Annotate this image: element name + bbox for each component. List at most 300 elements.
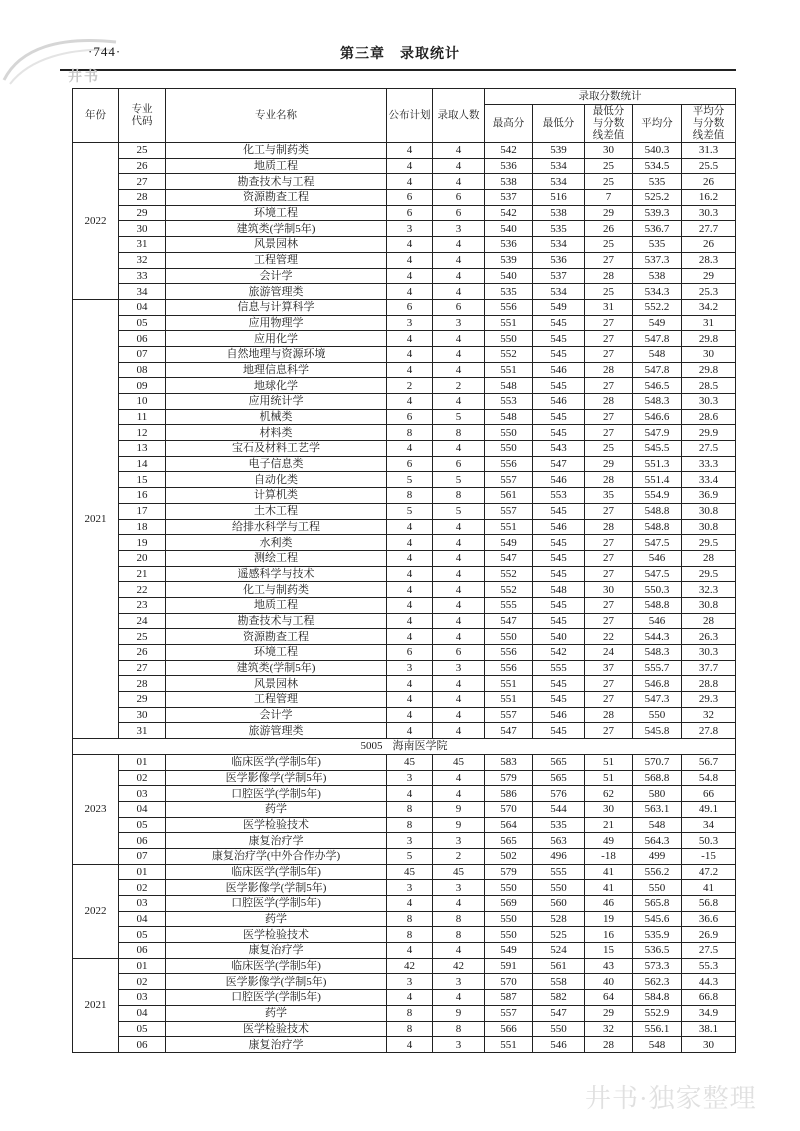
avg-score-cell: 547.9 (633, 425, 682, 441)
table-row (73, 346, 736, 362)
min-score-cell: 550 (533, 880, 585, 896)
avg-diff-cell: 29.5 (682, 535, 736, 551)
avg-score-cell: 584.8 (633, 990, 682, 1006)
major-name-cell: 医学影像学(学制5年) (166, 974, 387, 990)
min-score-cell: 546 (533, 394, 585, 410)
min-score-cell: 546 (533, 519, 585, 535)
table-row (73, 613, 736, 629)
avg-diff-cell: 38.1 (682, 1021, 736, 1037)
avg-score-cell: 535 (633, 237, 682, 253)
max-score-cell: 550 (485, 927, 533, 943)
max-score-cell: 591 (485, 958, 533, 974)
admitted-cell: 4 (433, 535, 485, 551)
min-score-cell: 546 (533, 1037, 585, 1053)
code-cell: 12 (119, 425, 166, 441)
major-name-cell: 地质工程 (166, 597, 387, 613)
min-diff-cell: 27 (585, 315, 633, 331)
institution-cell (73, 739, 736, 755)
code-cell: 05 (119, 927, 166, 943)
avg-score-cell: 551.3 (633, 456, 682, 472)
admitted-cell: 4 (433, 896, 485, 912)
max-score-cell: 552 (485, 582, 533, 598)
min-score-cell: 528 (533, 911, 585, 927)
min-score-cell: 540 (533, 629, 585, 645)
major-name-cell: 会计学 (166, 268, 387, 284)
code-cell: 28 (119, 190, 166, 206)
min-diff-cell: 27 (585, 378, 633, 394)
min-score-cell: 534 (533, 284, 585, 300)
max-score-cell: 550 (485, 911, 533, 927)
avg-diff-cell: 33.3 (682, 456, 736, 472)
code-cell: 04 (119, 911, 166, 927)
avg-score-cell: 535.9 (633, 927, 682, 943)
min-diff-cell: 30 (585, 143, 633, 159)
avg-score-cell: 535 (633, 174, 682, 190)
major-name-cell: 化工与制药类 (166, 582, 387, 598)
max-score-cell: 550 (485, 441, 533, 457)
min-score-cell: 545 (533, 550, 585, 566)
min-diff-cell: 29 (585, 205, 633, 221)
avg-score-cell: 547.3 (633, 692, 682, 708)
avg-score-cell: 564.3 (633, 833, 682, 849)
major-name-cell: 遥感科学与技术 (166, 566, 387, 582)
avg-diff-cell: 27.8 (682, 723, 736, 739)
min-diff-cell: 21 (585, 817, 633, 833)
avg-score-cell: 550.3 (633, 582, 682, 598)
avg-diff-cell: 47.2 (682, 864, 736, 880)
avg-diff-cell: 33.4 (682, 472, 736, 488)
max-score-cell: 566 (485, 1021, 533, 1037)
plan-cell: 8 (387, 927, 433, 943)
plan-cell: 45 (387, 864, 433, 880)
max-score-cell: 540 (485, 268, 533, 284)
min-score-cell: 545 (533, 346, 585, 362)
table-row (73, 1005, 736, 1021)
code-cell: 13 (119, 441, 166, 457)
min-diff-cell: 27 (585, 331, 633, 347)
max-score-cell: 557 (485, 472, 533, 488)
plan-cell: 3 (387, 221, 433, 237)
max-score-cell: 551 (485, 1037, 533, 1053)
plan-cell: 4 (387, 362, 433, 378)
major-name-cell: 药学 (166, 911, 387, 927)
admitted-cell: 4 (433, 566, 485, 582)
table-row (73, 237, 736, 253)
avg-diff-cell: 29.5 (682, 566, 736, 582)
avg-diff-cell: -15 (682, 848, 736, 864)
plan-cell: 8 (387, 488, 433, 504)
plan-cell: 6 (387, 409, 433, 425)
min-score-cell: 545 (533, 676, 585, 692)
header-avg-diff: 平均分 与分数 线差值 (682, 105, 736, 143)
min-score-cell: 547 (533, 456, 585, 472)
avg-diff-cell: 28.3 (682, 252, 736, 268)
avg-diff-cell: 16.2 (682, 190, 736, 206)
plan-cell: 8 (387, 1021, 433, 1037)
avg-score-cell: 556.2 (633, 864, 682, 880)
major-name-cell: 自然地理与资源环境 (166, 346, 387, 362)
table-row (73, 833, 736, 849)
major-name-cell: 信息与计算科学 (166, 299, 387, 315)
avg-score-cell: 548.8 (633, 519, 682, 535)
header-code: 专业 代码 (119, 89, 166, 143)
table-row (73, 707, 736, 723)
avg-score-cell: 556.1 (633, 1021, 682, 1037)
avg-diff-cell: 56.7 (682, 754, 736, 770)
avg-score-cell: 568.8 (633, 770, 682, 786)
min-score-cell: 535 (533, 817, 585, 833)
plan-cell: 4 (387, 943, 433, 959)
institution-code: 5005 (360, 740, 383, 753)
year-cell: 2021 (73, 958, 119, 1052)
admitted-cell: 4 (433, 990, 485, 1006)
min-diff-cell: 28 (585, 362, 633, 378)
max-score-cell: 557 (485, 707, 533, 723)
min-diff-cell: 7 (585, 190, 633, 206)
code-cell: 16 (119, 488, 166, 504)
avg-score-cell: 525.2 (633, 190, 682, 206)
table-row (73, 566, 736, 582)
min-diff-cell: 27 (585, 346, 633, 362)
table-header (73, 89, 736, 143)
code-cell: 04 (119, 801, 166, 817)
avg-score-cell: 539.3 (633, 205, 682, 221)
avg-score-cell: 536.5 (633, 943, 682, 959)
min-score-cell: 534 (533, 237, 585, 253)
max-score-cell: 570 (485, 974, 533, 990)
max-score-cell: 550 (485, 331, 533, 347)
avg-diff-cell: 27.5 (682, 441, 736, 457)
major-name-cell: 旅游管理类 (166, 284, 387, 300)
min-diff-cell: 51 (585, 754, 633, 770)
min-score-cell: 563 (533, 833, 585, 849)
avg-diff-cell: 26 (682, 237, 736, 253)
table-row (73, 817, 736, 833)
table-row (73, 331, 736, 347)
avg-diff-cell: 25.3 (682, 284, 736, 300)
min-score-cell: 538 (533, 205, 585, 221)
plan-cell: 4 (387, 707, 433, 723)
table-row (73, 519, 736, 535)
min-score-cell: 545 (533, 723, 585, 739)
avg-diff-cell: 36.9 (682, 488, 736, 504)
table-row (73, 205, 736, 221)
min-diff-cell: 35 (585, 488, 633, 504)
code-cell: 05 (119, 817, 166, 833)
major-name-cell: 给排水科学与工程 (166, 519, 387, 535)
table-row (73, 425, 736, 441)
min-diff-cell: 46 (585, 896, 633, 912)
code-cell: 31 (119, 237, 166, 253)
code-cell: 23 (119, 597, 166, 613)
avg-diff-cell: 41 (682, 880, 736, 896)
admitted-cell: 4 (433, 550, 485, 566)
major-name-cell: 环境工程 (166, 645, 387, 661)
max-score-cell: 551 (485, 519, 533, 535)
plan-cell: 5 (387, 503, 433, 519)
avg-score-cell: 546.6 (633, 409, 682, 425)
admitted-cell: 8 (433, 1021, 485, 1037)
min-diff-cell: 62 (585, 786, 633, 802)
min-diff-cell: 29 (585, 1005, 633, 1021)
min-diff-cell: 41 (585, 864, 633, 880)
page-number: ·744· (88, 44, 122, 59)
code-cell: 25 (119, 629, 166, 645)
min-diff-cell: 27 (585, 597, 633, 613)
plan-cell: 2 (387, 378, 433, 394)
avg-diff-cell: 25.5 (682, 158, 736, 174)
avg-diff-cell: 34 (682, 817, 736, 833)
plan-cell: 4 (387, 786, 433, 802)
min-diff-cell: 28 (585, 1037, 633, 1053)
avg-score-cell: 548.8 (633, 597, 682, 613)
min-diff-cell: 27 (585, 550, 633, 566)
code-cell: 29 (119, 692, 166, 708)
min-score-cell: 576 (533, 786, 585, 802)
min-diff-cell: 43 (585, 958, 633, 974)
min-score-cell: 545 (533, 425, 585, 441)
avg-score-cell: 580 (633, 786, 682, 802)
admitted-cell: 3 (433, 1037, 485, 1053)
avg-diff-cell: 32.3 (682, 582, 736, 598)
code-cell: 27 (119, 174, 166, 190)
table-row (73, 441, 736, 457)
table-row (73, 801, 736, 817)
plan-cell: 5 (387, 472, 433, 488)
major-name-cell: 医学检验技术 (166, 927, 387, 943)
avg-score-cell: 573.3 (633, 958, 682, 974)
major-name-cell: 临床医学(学制5年) (166, 958, 387, 974)
header-min-diff: 最低分 与分数 线差值 (585, 105, 633, 143)
admitted-cell: 3 (433, 315, 485, 331)
max-score-cell: 550 (485, 629, 533, 645)
plan-cell: 4 (387, 990, 433, 1006)
admitted-cell: 4 (433, 692, 485, 708)
admitted-cell: 8 (433, 927, 485, 943)
major-name-cell: 地理信息科学 (166, 362, 387, 378)
avg-score-cell: 546 (633, 613, 682, 629)
min-diff-cell: 22 (585, 629, 633, 645)
code-cell: 28 (119, 676, 166, 692)
code-cell: 07 (119, 346, 166, 362)
avg-score-cell: 551.4 (633, 472, 682, 488)
avg-diff-cell: 54.8 (682, 770, 736, 786)
header-rule (60, 69, 736, 71)
major-name-cell: 应用化学 (166, 331, 387, 347)
max-score-cell: 579 (485, 770, 533, 786)
max-score-cell: 551 (485, 676, 533, 692)
plan-cell: 4 (387, 582, 433, 598)
min-score-cell: 536 (533, 252, 585, 268)
admitted-cell: 4 (433, 676, 485, 692)
max-score-cell: 587 (485, 990, 533, 1006)
header-max-score: 最高分 (485, 105, 533, 143)
plan-cell: 4 (387, 237, 433, 253)
year-cell: 2021 (73, 299, 119, 738)
avg-diff-cell: 29.3 (682, 692, 736, 708)
plan-cell: 8 (387, 817, 433, 833)
min-diff-cell: 25 (585, 284, 633, 300)
max-score-cell: 540 (485, 221, 533, 237)
admitted-cell: 45 (433, 754, 485, 770)
min-score-cell: 537 (533, 268, 585, 284)
min-diff-cell: 15 (585, 943, 633, 959)
year-cell: 2023 (73, 754, 119, 864)
avg-diff-cell: 30 (682, 1037, 736, 1053)
code-cell: 17 (119, 503, 166, 519)
code-cell: 33 (119, 268, 166, 284)
max-score-cell: 550 (485, 425, 533, 441)
header-year: 年份 (73, 89, 119, 143)
min-diff-cell: 28 (585, 472, 633, 488)
plan-cell: 4 (387, 896, 433, 912)
table-row (73, 754, 736, 770)
min-score-cell: 546 (533, 362, 585, 378)
table-row (73, 880, 736, 896)
admitted-cell: 8 (433, 911, 485, 927)
plan-cell: 8 (387, 425, 433, 441)
avg-score-cell: 547.5 (633, 566, 682, 582)
code-cell: 06 (119, 833, 166, 849)
avg-score-cell: 548 (633, 1037, 682, 1053)
plan-cell: 3 (387, 770, 433, 786)
avg-score-cell: 548.3 (633, 394, 682, 410)
major-name-cell: 药学 (166, 1005, 387, 1021)
admitted-cell: 4 (433, 943, 485, 959)
admitted-cell: 3 (433, 833, 485, 849)
admitted-cell: 8 (433, 488, 485, 504)
table-row (73, 723, 736, 739)
major-name-cell: 康复治疗学(中外合作办学) (166, 848, 387, 864)
plan-cell: 4 (387, 597, 433, 613)
plan-cell: 4 (387, 252, 433, 268)
code-cell: 06 (119, 331, 166, 347)
max-score-cell: 551 (485, 692, 533, 708)
avg-score-cell: 548 (633, 346, 682, 362)
min-diff-cell: 28 (585, 268, 633, 284)
max-score-cell: 551 (485, 362, 533, 378)
table-row (73, 786, 736, 802)
admitted-cell: 2 (433, 848, 485, 864)
major-name-cell: 医学检验技术 (166, 1021, 387, 1037)
avg-diff-cell: 30 (682, 346, 736, 362)
plan-cell: 6 (387, 645, 433, 661)
avg-diff-cell: 32 (682, 707, 736, 723)
major-name-cell: 自动化类 (166, 472, 387, 488)
plan-cell: 42 (387, 958, 433, 974)
major-name-cell: 环境工程 (166, 205, 387, 221)
min-diff-cell: 37 (585, 660, 633, 676)
major-name-cell: 临床医学(学制5年) (166, 754, 387, 770)
plan-cell: 8 (387, 911, 433, 927)
admitted-cell: 6 (433, 205, 485, 221)
code-cell: 30 (119, 707, 166, 723)
major-name-cell: 风景园林 (166, 676, 387, 692)
table-row (73, 864, 736, 880)
max-score-cell: 557 (485, 1005, 533, 1021)
avg-diff-cell: 28 (682, 613, 736, 629)
avg-score-cell: 562.3 (633, 974, 682, 990)
plan-cell: 4 (387, 629, 433, 645)
avg-diff-cell: 26.9 (682, 927, 736, 943)
code-cell: 26 (119, 645, 166, 661)
admitted-cell: 5 (433, 409, 485, 425)
avg-diff-cell: 29.9 (682, 425, 736, 441)
admitted-cell: 4 (433, 362, 485, 378)
max-score-cell: 502 (485, 848, 533, 864)
code-cell: 24 (119, 613, 166, 629)
min-score-cell: 542 (533, 645, 585, 661)
code-cell: 01 (119, 754, 166, 770)
min-score-cell: 545 (533, 692, 585, 708)
plan-cell: 4 (387, 284, 433, 300)
avg-diff-cell: 29 (682, 268, 736, 284)
max-score-cell: 550 (485, 880, 533, 896)
max-score-cell: 556 (485, 299, 533, 315)
avg-score-cell: 549 (633, 315, 682, 331)
institution-row (73, 739, 736, 755)
admitted-cell: 5 (433, 503, 485, 519)
table-row (73, 927, 736, 943)
plan-cell: 4 (387, 676, 433, 692)
admitted-cell: 6 (433, 645, 485, 661)
avg-diff-cell: 37.7 (682, 660, 736, 676)
min-diff-cell: 19 (585, 911, 633, 927)
code-cell: 15 (119, 472, 166, 488)
table-row (73, 974, 736, 990)
table-row (73, 378, 736, 394)
plan-cell: 4 (387, 331, 433, 347)
avg-score-cell: 544.3 (633, 629, 682, 645)
avg-diff-cell: 30.3 (682, 205, 736, 221)
major-name-cell: 旅游管理类 (166, 723, 387, 739)
header-plan: 公布计划 (387, 89, 433, 143)
max-score-cell: 536 (485, 158, 533, 174)
admitted-cell: 6 (433, 299, 485, 315)
plan-cell: 3 (387, 315, 433, 331)
min-score-cell: 545 (533, 331, 585, 347)
major-name-cell: 电子信息类 (166, 456, 387, 472)
plan-cell: 4 (387, 143, 433, 159)
min-score-cell: 545 (533, 315, 585, 331)
table-row (73, 550, 736, 566)
avg-score-cell: 565.8 (633, 896, 682, 912)
admitted-cell: 4 (433, 174, 485, 190)
code-cell: 09 (119, 378, 166, 394)
table-row (73, 848, 736, 864)
admitted-cell: 4 (433, 284, 485, 300)
avg-score-cell: 540.3 (633, 143, 682, 159)
table-row (73, 174, 736, 190)
admitted-cell: 4 (433, 597, 485, 613)
avg-score-cell: 547.5 (633, 535, 682, 551)
avg-diff-cell: 34.9 (682, 1005, 736, 1021)
code-cell: 04 (119, 1005, 166, 1021)
major-name-cell: 康复治疗学 (166, 1037, 387, 1053)
avg-score-cell: 499 (633, 848, 682, 864)
avg-score-cell: 545.6 (633, 911, 682, 927)
min-diff-cell: 28 (585, 394, 633, 410)
max-score-cell: 586 (485, 786, 533, 802)
min-diff-cell: 24 (585, 645, 633, 661)
min-diff-cell: 27 (585, 723, 633, 739)
plan-cell: 4 (387, 692, 433, 708)
avg-diff-cell: 66 (682, 786, 736, 802)
major-name-cell: 测绘工程 (166, 550, 387, 566)
max-score-cell: 542 (485, 143, 533, 159)
major-name-cell: 应用物理学 (166, 315, 387, 331)
table-row (73, 503, 736, 519)
